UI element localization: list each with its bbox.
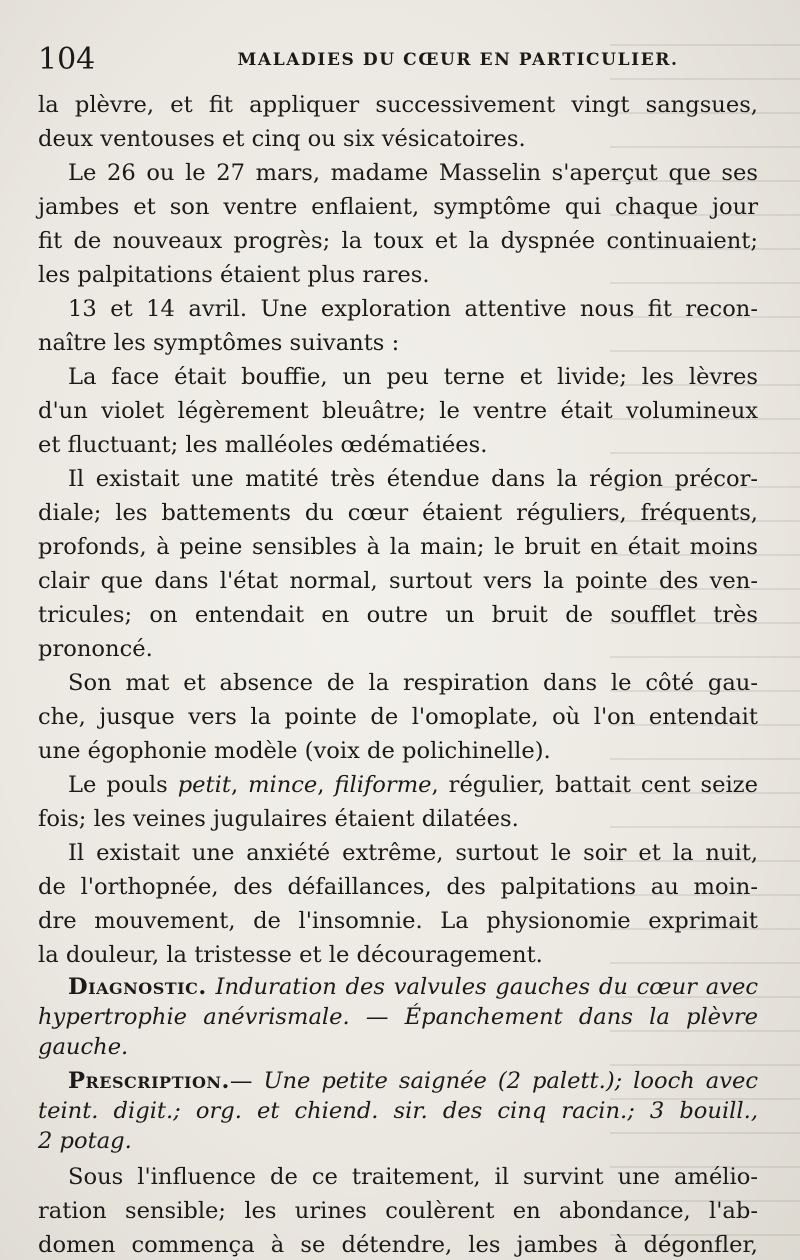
paragraph: Il existait une matité très étendue dans la région précor- diale; les battements du cœur étaient réguliers, fréquents, profonds, à peine sensibles à la main; le bruit en était moins clair que dans l'état normal, surtout vers la pointe des ven- tricules; on entendait en outre un bruit de soufflet très prononcé. — [38, 466, 758, 662]
diagnostic-paragraph: Diagnostic. Induration des valvules gauches du cœur avec hypertrophie anévrismale. — Épanchement dans la plèvre gauche. — [38, 974, 758, 1060]
paragraph: 13 et 14 avril. Une exploration attentive nous fit recon- naître les symptômes suivants : — [38, 296, 758, 356]
paragraph: La face était bouffie, un peu terne et livide; les lèvres d'un violet légèrement bleuâtre; le ventre était volumineux et fluctuant; les malléoles œdématiées. — [38, 364, 758, 458]
paragraph: Il existait une anxiété extrême, surtout le soir et la nuit, de l'orthopnée, des défaillances, des palpitations au moin- dre mouvement, de l'insomnie. La physionomie exprimait la douleur, la tristesse et le découragement. — [38, 840, 758, 968]
paragraph: Le pouls petit, mince, filiforme, régulier, battait cent seize fois; les veines jugulaires étaient dilatées. — [38, 768, 758, 836]
body-text — [38, 88, 758, 1260]
page-number: 104 — [38, 42, 96, 77]
diagnostic-label: Diagnostic. — [68, 974, 207, 1000]
pouls-line: Le pouls petit, mince, filiforme, régulier, battait cent seize — [68, 772, 758, 798]
running-head: MALADIES DU CŒUR EN PARTICULIER. — [237, 50, 679, 70]
paragraph: Le 26 ou le 27 mars, madame Masselin s'aperçut que ses jambes et son ventre enflaient, symptôme qui chaque jour fit de nouveaux progrès; la toux et la dyspnée continuaient; les palpitations étaient plus rares. — [38, 160, 758, 288]
page-header — [38, 40, 758, 80]
paragraph: Son mat et absence de la respiration dans le côté gau- che, jusque vers la pointe de l'omoplate, où l'on entendait une égophonie modèle (voix de polichinelle). — [38, 670, 758, 764]
prescription-paragraph: Prescription.— Une petite saignée (2 palett.); looch avec teint. digit.; org. et chiend. sir. des cinq racin.; 3 bouill., 2 potag. — [38, 1068, 758, 1154]
paragraph: la plèvre, et fit appliquer successivement vingt sangsues, deux ventouses et cinq ou six vésicatoires. — [38, 92, 758, 152]
prescription-label: Prescription. — [68, 1068, 230, 1094]
paragraph: Sous l'influence de ce traitement, il survint une amélio- ration sensible; les urines coulèrent en abondance, l'ab- domen commença à se détendre, les jambes à dégonfler, — [38, 1164, 758, 1258]
